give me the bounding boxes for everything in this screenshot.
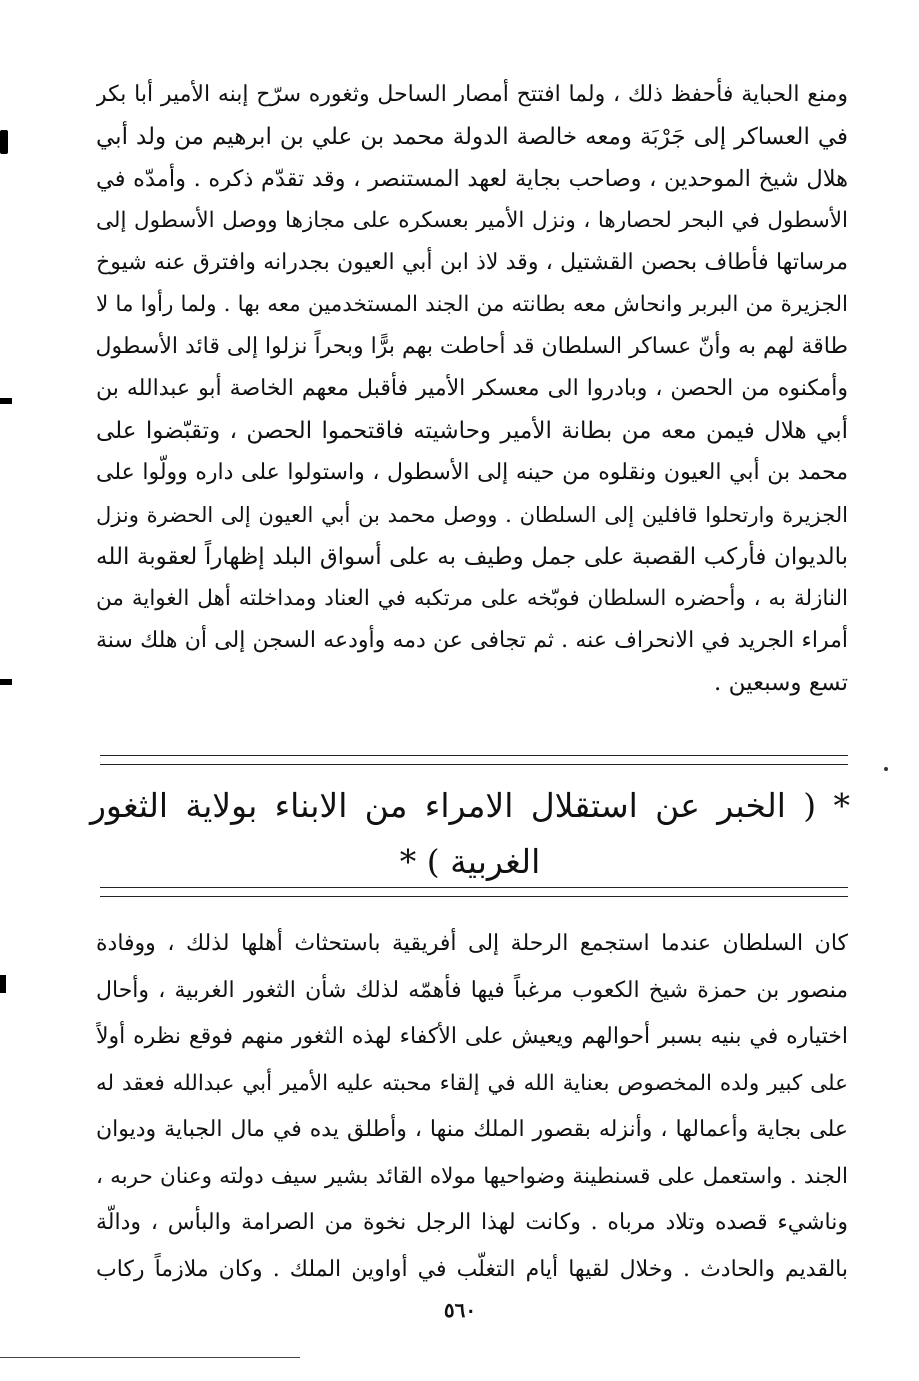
text-line: وأمكنوه من الحصن ، وبادروا الى معسكر الأمير فأقبل معهم الخاصة أبو عبدالله بن bbox=[96, 376, 848, 401]
divider-rule bbox=[100, 764, 848, 765]
text-line: الأسطول في البحر لحصارها ، ونزل الأمير بعسكره على مجازها ووصل الأسطول إلى bbox=[96, 208, 848, 233]
divider-rule bbox=[100, 896, 848, 897]
text-line: أمراء الجريد في الانحراف عنه . ثم تجافى عن دمه وأودعه السجن إلى أن هلك سنة bbox=[96, 628, 848, 653]
margin-mark bbox=[0, 398, 12, 404]
text-line: على بجاية وأعمالها ، وأنزله بقصور الملك منها ، وأطلق يده في مال الجباية وديوان bbox=[96, 1117, 848, 1142]
text-line: محمد بن أبي العيون ونقلوه من حينه إلى الأسطول ، واستولوا على داره وولّوا على bbox=[96, 460, 848, 485]
text-line: ومنع الحباية فأحفظ ذلك ، ولما افتتح أمصار الساحل وثغوره سرّح إبنه الأمير أبا بكر bbox=[96, 82, 848, 107]
text-line: الجزيرة من البربر وانحاش معه بطانته من الجند المستخدمين معه بها . ولما رأوا ما لا bbox=[96, 292, 848, 317]
page-number: ٥٦٠ bbox=[443, 1298, 477, 1322]
text-line: بالقديم والحادث . وخلال لقيها أيام التغلّب في أواوين الملك . وكان ملازماً ركاب bbox=[96, 1256, 848, 1282]
section-heading: * ( الخبر عن استقلال الامراء من الابناء بولاية الثغور bbox=[90, 786, 850, 825]
paragraph-section-1 bbox=[96, 74, 848, 704]
text-line: أبي هلال فيمن معه من بطانة الأمير وحاشيته فاقتحموا الحصن ، وتقبّضوا على bbox=[96, 418, 848, 444]
text-line: الجند . واستعمل على قسنطينة وضواحيها مولاه القائد بشير سيف دولته وعنان حربه ، bbox=[96, 1163, 848, 1189]
margin-mark bbox=[0, 975, 6, 993]
scan-edge-line bbox=[0, 1357, 300, 1358]
text-line: الجزيرة وارتحلوا قافلين إلى السلطان . ووصل محمد بن أبي العيون إلى الحضرة ونزل bbox=[96, 503, 848, 527]
text-line: النازلة به ، وأحضره السلطان فوبّخه على مرتكبه في العناد ومداخلته أهل الغواية من bbox=[96, 586, 848, 611]
text-line: هلال شيخ الموحدين ، وصاحب بجاية لعهد المستنصر ، وقد تقدّم ذكره . وأمدّه في bbox=[96, 166, 848, 192]
text-line: تسع وسبعين . bbox=[714, 670, 848, 696]
divider-rule bbox=[100, 755, 848, 756]
text-line: اختياره في بنيه بسبر أحوالهم ويعيش على الأكفاء لهذه الثغور منهم فوقع نظره أولاً bbox=[96, 1024, 848, 1049]
text-line: على كبير ولده المخصوص بعناية الله في إلقاء محبته عليه الأمير أبي عبدالله فعقد له bbox=[96, 1070, 848, 1096]
ink-dot bbox=[884, 767, 888, 771]
text-line: منصور بن حمزة شيخ الكعوب مرغباً فيها فأهمّه لذلك شأن الثغور الغربية ، وأحال bbox=[96, 977, 848, 1003]
margin-mark bbox=[0, 130, 8, 154]
text-line: مرساتها فأطاف بحصن القشتيل ، وقد لاذ ابن أبي العيون بجدرانه وافترق عنه شيوخ bbox=[96, 250, 848, 275]
text-line: كان السلطان عندما استجمع الرحلة إلى أفريقية باستحثاث أهلها لذلك ، ووفادة bbox=[96, 931, 848, 956]
text-line: بالديوان فأركب القصبة على جمل وطيف به على أسواق البلد إظهاراً لعقوبة الله bbox=[96, 544, 848, 570]
text-line: وناشيء قصده وتلاد مرباه . وكانت لهذا الرجل نخوة من الصرامة والبأس ، ودالّة bbox=[96, 1210, 848, 1235]
margin-mark bbox=[0, 679, 12, 685]
text-line: في العساكر إلى جَرْبَة ومعه خالصة الدولة محمد بن علي بن ابرهيم من ولد أبي bbox=[96, 124, 848, 150]
text-line: طاقة لهم به وأنّ عساكر السلطان قد أحاطت بهم برًّا وبحراً نزلوا إلى قائد الأسطول bbox=[96, 334, 848, 359]
divider-rule bbox=[100, 887, 848, 888]
section-heading-continuation: الغربية ) * bbox=[399, 842, 541, 881]
paragraph-section-2 bbox=[96, 921, 848, 1293]
